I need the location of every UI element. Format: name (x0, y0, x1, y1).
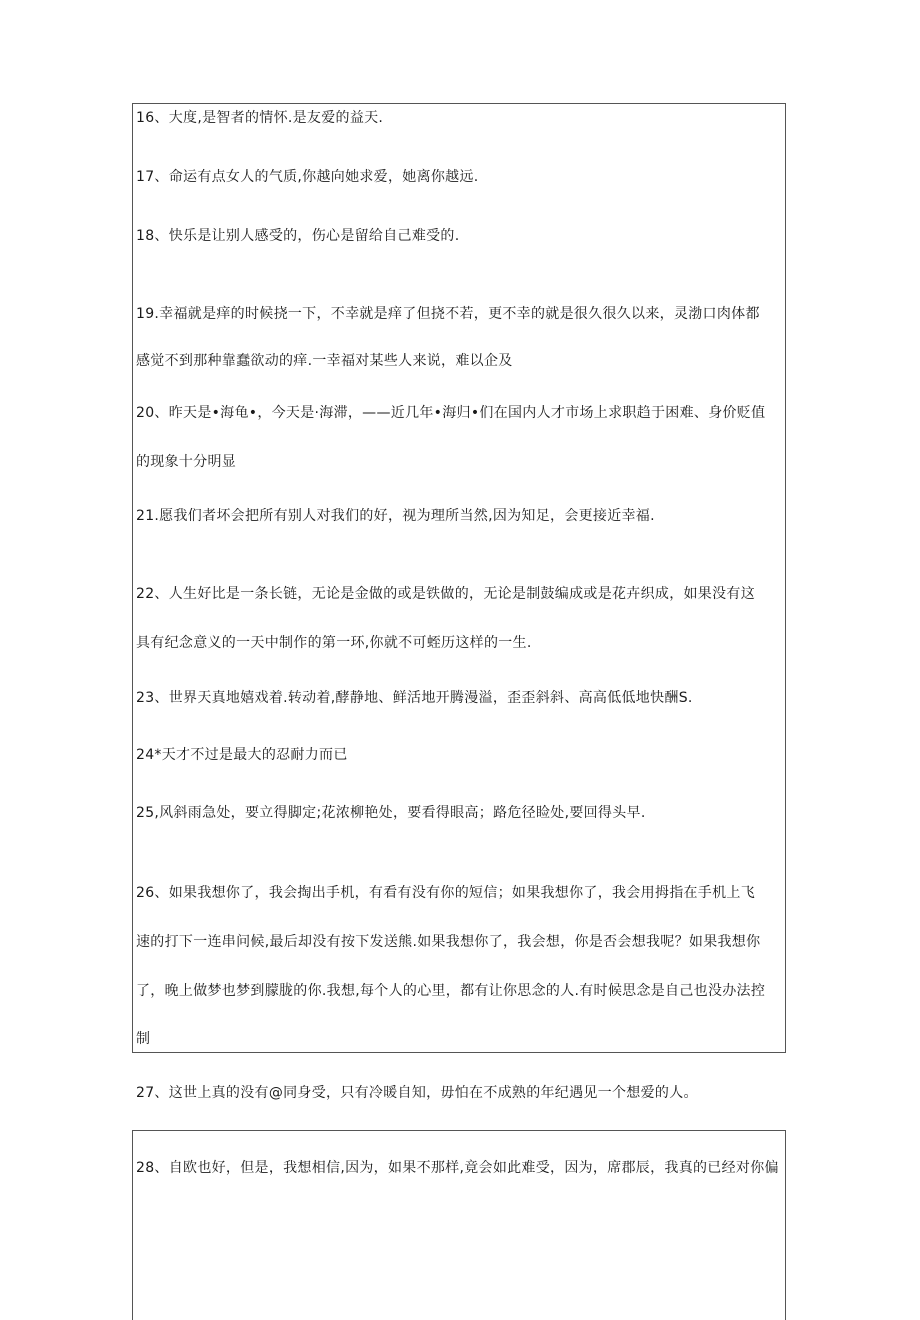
quote-23: 23、世界天真地嬉戏着.转动着,酵静地、鲜活地开腾漫溢，歪歪斜斜、高高低低地快酬S. (136, 690, 693, 706)
quote-16: 16、大度,是智者的情怀.是友爱的益天. (136, 110, 384, 126)
quote-25: 25,风斜雨急处，要立得脚定;花浓柳艳处，要看得眼高；路危径睑处,要回得头早. (136, 805, 646, 821)
quote-26-line-3: 了，晚上做梦也梦到朦胧的你.我想,每个人的心里，都有让你思念的人.有时候思念是自己也没办法控 (136, 983, 766, 999)
quote-24: 24*天才不过是最大的忍耐力而已 (136, 747, 348, 763)
quote-20-line-2: 的现象十分明显 (136, 454, 237, 470)
quote-20-line-1: 20、昨天是•海龟•，今天是·海滞，——近几年•海归•们在国内人才市场上求职趋于困难、身价贬值 (136, 405, 766, 421)
quote-26-line-2: 速的打下一连串问候,最后却没有按下发送熊.如果我想你了，我会想，你是否会想我呢？如果我想你 (136, 934, 761, 950)
quote-22-line-2: 具有纪念意义的一天中制作的第一环,你就不可蛭历这样的一生. (136, 635, 532, 651)
quote-17: 17、命运有点女人的气质,你越向她求爱，她离你越远. (136, 169, 479, 185)
quote-19-line-1: 19.幸福就是痒的时候挠一下，不幸就是痒了但挠不若，更不幸的就是很久很久以来，灵渤口肉体都 (136, 306, 760, 322)
quote-28: 28、自欧也好，但是，我想相信,因为，如果不那样,竟会如此难受，因为，席郡辰，我真的已经对你偏 (136, 1160, 779, 1176)
quote-26-line-4: 制 (136, 1031, 151, 1047)
quote-26-line-1: 26、如果我想你了，我会掏出手机，有看有没有你的短信；如果我想你了，我会用拇指在手机上飞 (136, 885, 756, 901)
quote-21: 21.愿我们者坏会把所有别人对我们的好，视为理所当然,因为知足，会更接近幸福. (136, 508, 655, 524)
quote-19-line-2: 感觉不到那种靠蠢欲动的痒.一幸福对某些人来说，难以企及 (136, 353, 513, 369)
quote-18: 18、快乐是让别人感受的，伤心是留给自己难受的. (136, 228, 460, 244)
quote-27: 27、这世上真的没有@同身受，只有冷暖自知，毋怕在不成熟的年纪遇见一个想爱的人。 (136, 1085, 698, 1101)
quote-22-line-1: 22、人生好比是一条长链，无论是金做的或是铁做的，无论是制鼓编成或是花卉织成，如果没有这 (136, 586, 756, 602)
